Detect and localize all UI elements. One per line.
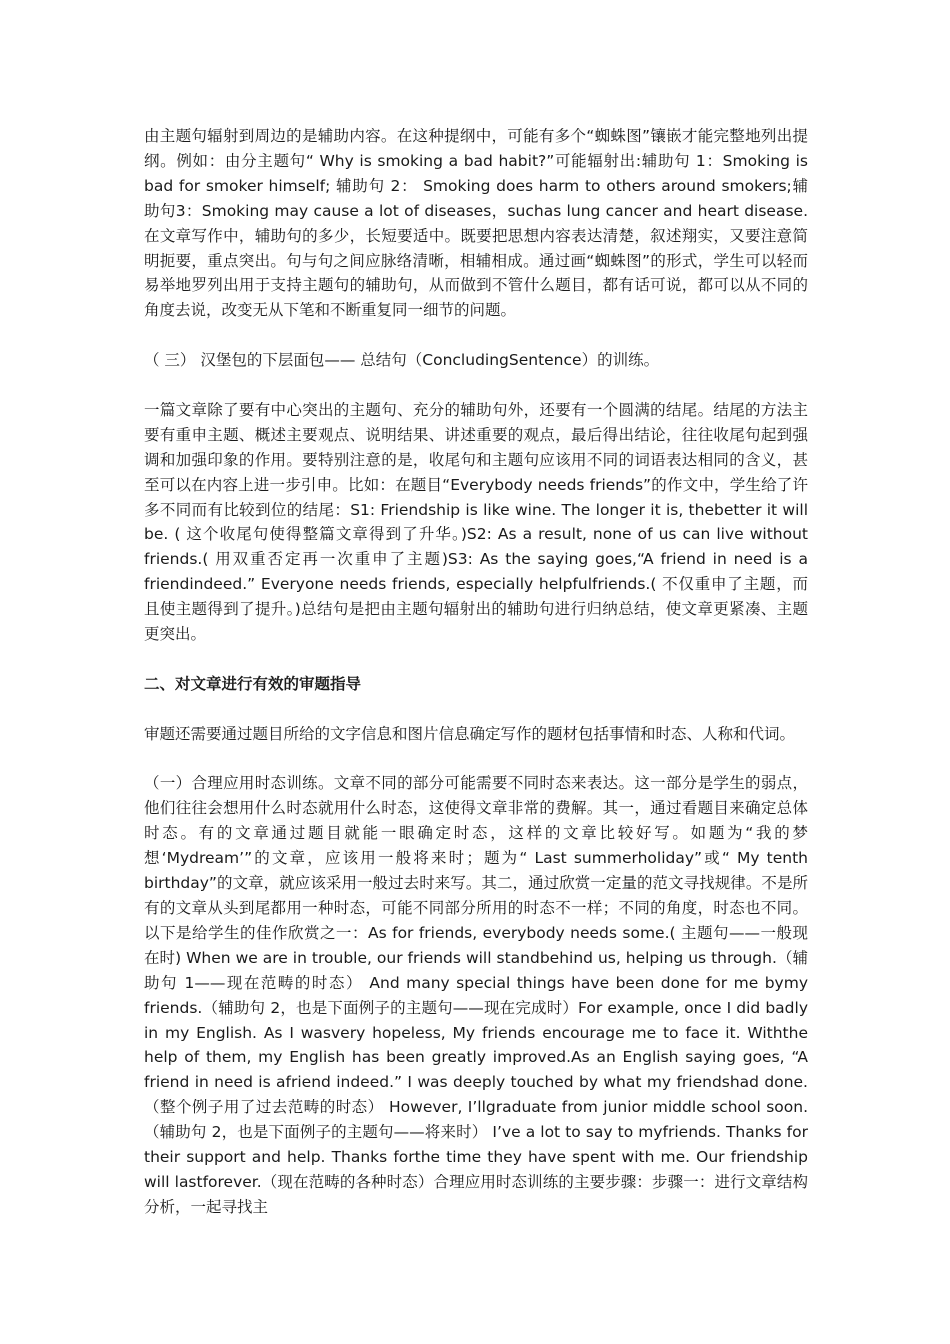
paragraph-supporting-content: 由主题句辐射到周边的是辅助内容。在这种提纲中，可能有多个“蜘蛛图”镶嵌才能完整地列出提纲。例如：由分主题句“ Why is smoking a bad habit?”可能辐射出:辅助句 1：Smoking is bad for smoker himself; 辅助句 2： Smoking does harm to others around smokers;辅助句3：Smoking may cause a lot of diseases，suchas lung cancer and heart disease.在文章写作中，辅助句的多少，长短要适中。既要把思想内容表达清楚，叙述翔实，又要注意简明扼要，重点突出。句与句之间应脉络清晰，相辅相成。通过画“蜘蛛图”的形式，学生可以轻而易举地罗列出用于支持主题句的辅助句，从而做到不管什么题目，都有话可说，都可以从不同的角度去说，改变无从下笔和不断重复同一细节的问题。 xyxy=(144,127,808,320)
section-heading: 二、对文章进行有效的审题指导 xyxy=(144,674,362,693)
paragraph-concluding-sentence-body: 一篇文章除了要有中心突出的主题句、充分的辅助句外，还要有一个圆满的结尾。结尾的方法主要有重申主题、概述主要观点、说明结果、讲述重要的观点，最后得出结论，往往收尾句起到强调和加强印象的作用。要特别注意的是，收尾句和主题句应该用不同的词语表达相同的含义，甚至可以在内容上进一步引申。比如：在题目“Everybody needs friends”的作文中，学生给了许多不同而有比较到位的结尾：S1: Friendship is like wine. The longer it is, thebetter it will be. ( 这个收尾句使得整篇文章得到了升华。)S2: As a result, none of us can live without friends.( 用双重否定再一次重申了主题)S3: As the saying goes,“A friend in need is a friendindeed.” Everyone needs friends, especially helpfulfriends.( 不仅重申了主题，而且使主题得到了提升。)总结句是把由主题句辐射出的辅助句进行归纳总结，使文章更紧凑、主题更突出。 xyxy=(144,400,808,644)
document-body xyxy=(144,124,808,1245)
paragraph-tense-training: （一）合理应用时态训练。文章不同的部分可能需要不同时态来表达。这一部分是学生的弱点，他们往往会想用什么时态就用什么时态，这使得文章非常的费解。其一，通过看题目来确定总体时态。有的文章通过题目就能一眼确定时态，这样的文章比较好写。如题为“我的梦想‘Mydream’”的文章，应该用一般将来时；题为“ Last summerholiday”或“ My tenth birthday”的文章，就应该采用一般过去时来写。其二，通过欣赏一定量的范文寻找规律。不是所有的文章从头到尾都用一种时态，可能不同部分所用的时态不一样；不同的角度，时态也不同。以下是给学生的佳作欣赏之一：As for friends, everybody needs some.( 主题句——一般现在时) When we are in trouble, our friends will standbehind us, helping us through.（辅助句 1——现在范畴的时态） And many special things have been done for me bymy friends.（辅助句 2，也是下面例子的主题句——现在完成时）For example, once I did badly in my English. As I wasvery hopeless, My friends encourage me to face it. Withthe help of them, my English has been greatly improved.As an English saying goes, “A friend in need is afriend indeed.” I was deeply touched by what my friendshad done.（整个例子用了过去范畴的时态） However, I’llgraduate from junior middle school soon. （辅助句 2，也是下面例子的主题句——将来时） I’ve a lot to say to myfriends. Thanks for their support and help. Thanks forthe time they have spent with me. Our friendship will lastforever.（现在范畴的各种时态）合理应用时态训练的主要步骤：步骤一：进行文章结构分析，一起寻找主 xyxy=(144,774,808,1216)
paragraph-concluding-sentence-title: （ 三） 汉堡包的下层面包—— 总结句（ConcludingSentence）的训练。 xyxy=(144,351,660,370)
paragraph-topic-review: 审题还需要通过题目所给的文字信息和图片信息确定写作的题材包括事情和时态、人称和代词。 xyxy=(144,724,796,743)
